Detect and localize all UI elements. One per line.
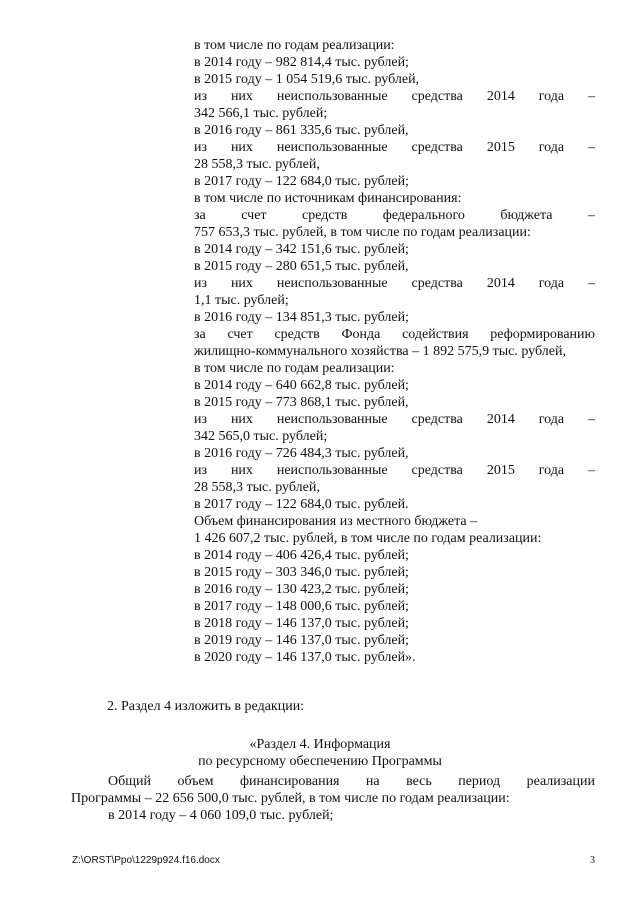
body-line: Программы – 22 656 500,0 тыс. рублей, в том числе по годам реализации:	[71, 791, 510, 806]
financing-line: в 2016 году – 134 851,3 тыс. рублей;	[194, 310, 409, 325]
financing-line: 342 566,1 тыс. рублей;	[194, 106, 328, 121]
footer-file-path: Z:\ORST\Ppo\1229p924.f16.docx	[72, 855, 220, 866]
financing-line: в том числе по источникам финансирования:	[194, 191, 462, 206]
financing-line: в 2015 году – 303 346,0 тыс. рублей;	[194, 565, 409, 580]
section-title-line-2: по ресурсному обеспечению Программы	[198, 754, 442, 769]
financing-line: из них неиспользованные средства 2015 года –	[194, 463, 595, 478]
item-2-paragraph: 2. Раздел 4 изложить в редакции:	[107, 699, 305, 714]
section-title-line-1: «Раздел 4. Информация	[249, 737, 391, 752]
financing-line: в 2020 году – 146 137,0 тыс. рублей».	[194, 650, 416, 665]
financing-line: за счет средств Фонда содействия реформированию	[194, 327, 595, 342]
financing-line: в 2018 году – 146 137,0 тыс. рублей;	[194, 616, 409, 631]
financing-line: в 2015 году – 1 054 519,6 тыс. рублей,	[194, 72, 420, 87]
financing-line: в 2016 году – 726 484,3 тыс. рублей,	[194, 446, 409, 461]
financing-line: в 2019 году – 146 137,0 тыс. рублей;	[194, 633, 409, 648]
financing-line: 757 653,3 тыс. рублей, в том числе по годам реализации:	[194, 225, 531, 240]
financing-line: в 2014 году – 406 426,4 тыс. рублей;	[194, 548, 409, 563]
financing-list	[194, 37, 595, 666]
body-line: в 2014 году – 4 060 109,0 тыс. рублей;	[108, 808, 334, 823]
financing-line: 28 558,3 тыс. рублей,	[194, 480, 320, 495]
financing-line: в 2014 году – 982 814,4 тыс. рублей;	[194, 55, 409, 70]
financing-line: в 2014 году – 342 151,6 тыс. рублей;	[194, 242, 409, 257]
financing-line: в 2015 году – 280 651,5 тыс. рублей,	[194, 259, 409, 274]
financing-line: в 2017 году – 122 684,0 тыс. рублей.	[194, 497, 409, 512]
financing-line: 1,1 тыс. рублей;	[194, 293, 289, 308]
section-4-body	[71, 773, 595, 824]
page-number: 3	[590, 855, 595, 866]
financing-line: 342 565,0 тыс. рублей;	[194, 429, 328, 444]
financing-line: в 2017 году – 148 000,6 тыс. рублей;	[194, 599, 409, 614]
financing-line: Объем финансирования из местного бюджета –	[194, 514, 478, 529]
financing-line: за счет средств федерального бюджета –	[194, 208, 595, 223]
financing-line: из них неиспользованные средства 2014 года –	[194, 412, 595, 427]
body-line: Общий объем финансирования на весь период реализации	[108, 774, 595, 789]
financing-line: из них неиспользованные средства 2014 года –	[194, 276, 595, 291]
financing-line: из них неиспользованные средства 2014 года –	[194, 89, 595, 104]
financing-line: в 2015 году – 773 868,1 тыс. рублей,	[194, 395, 409, 410]
financing-line: в 2017 году – 122 684,0 тыс. рублей;	[194, 174, 409, 189]
financing-line: жилищно-коммунального хозяйства – 1 892 575,9 тыс. рублей,	[194, 344, 566, 359]
financing-line: 28 558,3 тыс. рублей,	[194, 157, 320, 172]
financing-line: в 2016 году – 861 335,6 тыс. рублей,	[194, 123, 409, 138]
financing-line: 1 426 607,2 тыс. рублей, в том числе по годам реализации:	[194, 531, 542, 546]
financing-line: из них неиспользованные средства 2015 года –	[194, 140, 595, 155]
financing-line: в 2014 году – 640 662,8 тыс. рублей;	[194, 378, 409, 393]
financing-line: в 2016 году – 130 423,2 тыс. рублей;	[194, 582, 409, 597]
financing-line: в том числе по годам реализации:	[194, 38, 395, 53]
financing-line: в том числе по годам реализации:	[194, 361, 395, 376]
